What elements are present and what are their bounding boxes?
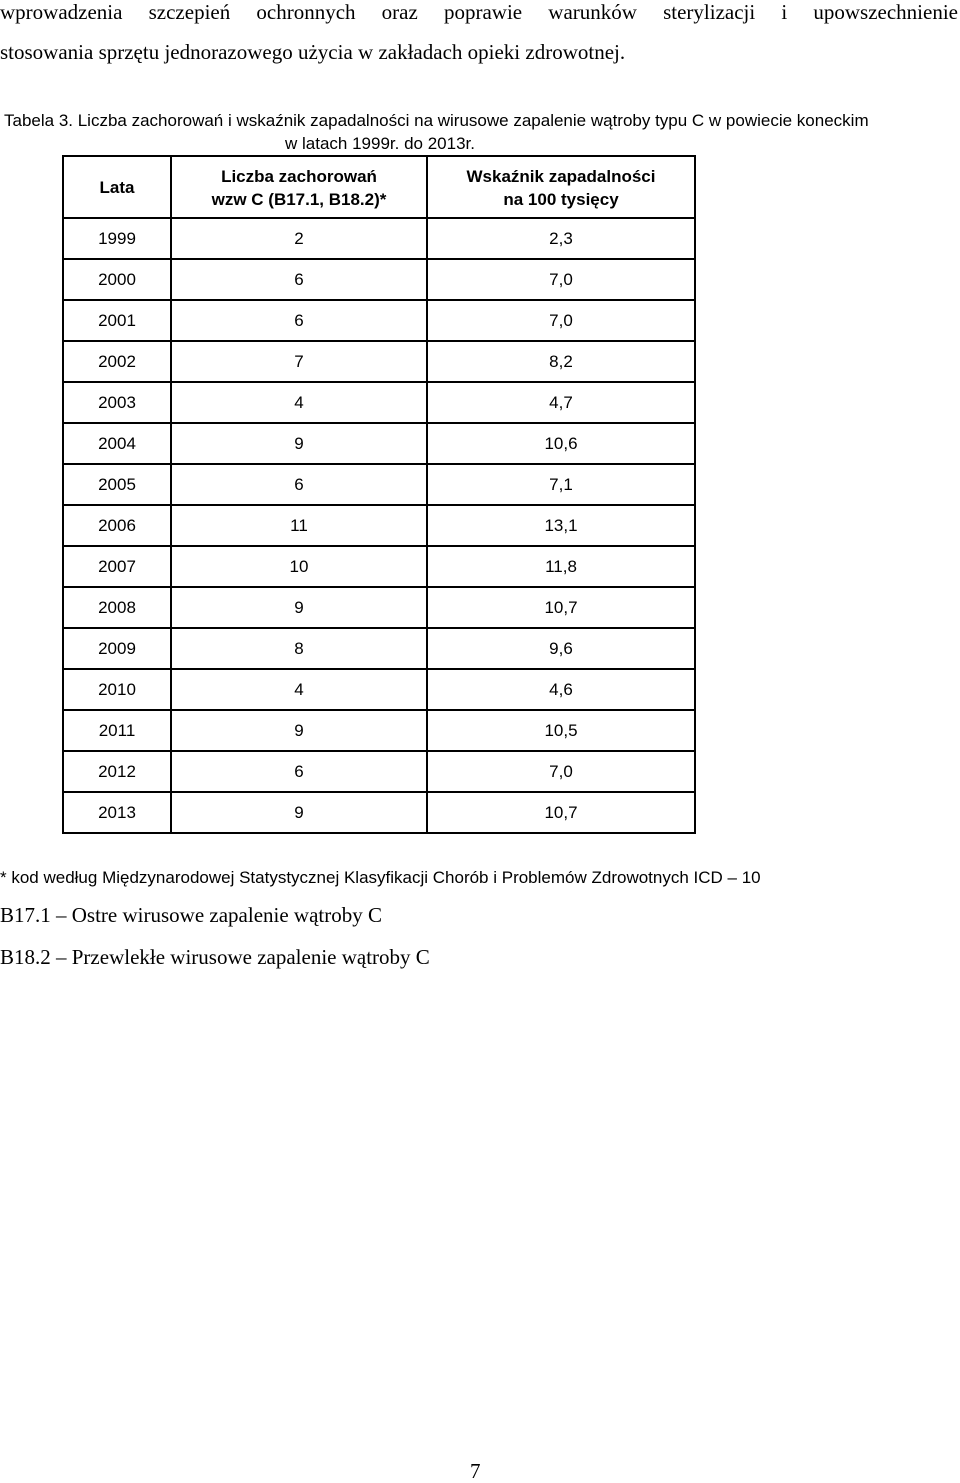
cell-year: 2003 (63, 382, 171, 423)
cell-rate: 4,7 (427, 382, 695, 423)
cell-rate: 7,0 (427, 751, 695, 792)
cell-cases: 9 (171, 587, 427, 628)
table-row (63, 341, 695, 382)
incidence-table (62, 155, 696, 834)
table-row (63, 218, 695, 259)
cell-rate: 9,6 (427, 628, 695, 669)
cell-year: 2006 (63, 505, 171, 546)
cell-cases: 2 (171, 218, 427, 259)
header-cases-line-2: wzw C (B17.1, B18.2)* (211, 190, 387, 209)
table-row (63, 587, 695, 628)
header-year (63, 156, 171, 218)
cell-rate: 10,5 (427, 710, 695, 751)
cell-rate: 11,8 (427, 546, 695, 587)
cell-cases: 6 (171, 300, 427, 341)
cell-rate: 10,7 (427, 587, 695, 628)
table-row (63, 505, 695, 546)
table-row (63, 259, 695, 300)
footnote-code-b18-2: B18.2 – Przewlekłe wirusowe zapalenie wątroby C (0, 945, 430, 969)
cell-cases: 6 (171, 751, 427, 792)
cell-year: 2011 (63, 710, 171, 751)
cell-rate: 2,3 (427, 218, 695, 259)
table-row (63, 382, 695, 423)
cell-year: 2001 (63, 300, 171, 341)
header-cases (171, 156, 427, 218)
cell-cases: 9 (171, 792, 427, 833)
cell-cases: 8 (171, 628, 427, 669)
table-row (63, 710, 695, 751)
cell-year: 2009 (63, 628, 171, 669)
cell-year: 2000 (63, 259, 171, 300)
table-row (63, 300, 695, 341)
page-number: 7 (470, 1459, 481, 1483)
cell-rate: 7,1 (427, 464, 695, 505)
cell-year: 2007 (63, 546, 171, 587)
cell-rate: 4,6 (427, 669, 695, 710)
cell-cases: 4 (171, 382, 427, 423)
cell-rate: 13,1 (427, 505, 695, 546)
table-header-row (63, 156, 695, 218)
cell-cases: 6 (171, 464, 427, 505)
cell-year: 2005 (63, 464, 171, 505)
footnote-icd-code: * kod według Międzynarodowej Statystycznej Klasyfikacji Chorób i Problemów Zdrowotnych ICD – 10 (0, 868, 761, 887)
table-row (63, 423, 695, 464)
intro-text-line-2: stosowania sprzętu jednorazowego użycia w zakładach opieki zdrowotnej. (0, 40, 626, 64)
table-caption-line-2: w latach 1999r. do 2013r. (285, 134, 475, 153)
cell-rate: 10,7 (427, 792, 695, 833)
cell-cases: 9 (171, 423, 427, 464)
cell-year: 2010 (63, 669, 171, 710)
header-cases-line-1: Liczba zachorowań (221, 167, 377, 186)
cell-year: 2008 (63, 587, 171, 628)
cell-cases: 10 (171, 546, 427, 587)
cell-cases: 4 (171, 669, 427, 710)
header-rate (427, 156, 695, 218)
cell-rate: 10,6 (427, 423, 695, 464)
cell-year: 2012 (63, 751, 171, 792)
cell-year: 1999 (63, 218, 171, 259)
intro-text-line-1: wprowadzenia szczepień ochronnych oraz poprawie warunków sterylizacji i upowszechnienie (0, 0, 958, 24)
table-row (63, 628, 695, 669)
header-year-label: Lata (99, 177, 135, 197)
cell-cases: 11 (171, 505, 427, 546)
cell-rate: 7,0 (427, 259, 695, 300)
footnote-code-b17-1: B17.1 – Ostre wirusowe zapalenie wątroby C (0, 903, 382, 927)
header-rate-line-1: Wskaźnik zapadalności (466, 167, 656, 186)
table-row (63, 464, 695, 505)
table-row (63, 751, 695, 792)
cell-cases: 9 (171, 710, 427, 751)
cell-year: 2004 (63, 423, 171, 464)
cell-rate: 7,0 (427, 300, 695, 341)
cell-rate: 8,2 (427, 341, 695, 382)
table-row (63, 546, 695, 587)
cell-cases: 7 (171, 341, 427, 382)
cell-year: 2013 (63, 792, 171, 833)
table-body (63, 218, 695, 833)
table-row (63, 792, 695, 833)
table-row (63, 669, 695, 710)
cell-year: 2002 (63, 341, 171, 382)
header-rate-line-2: na 100 tysięcy (503, 190, 619, 209)
cell-cases: 6 (171, 259, 427, 300)
table-caption-line-1: Tabela 3. Liczba zachorowań i wskaźnik zapadalności na wirusowe zapalenie wątroby typu C w powiecie koneckim (4, 111, 869, 130)
